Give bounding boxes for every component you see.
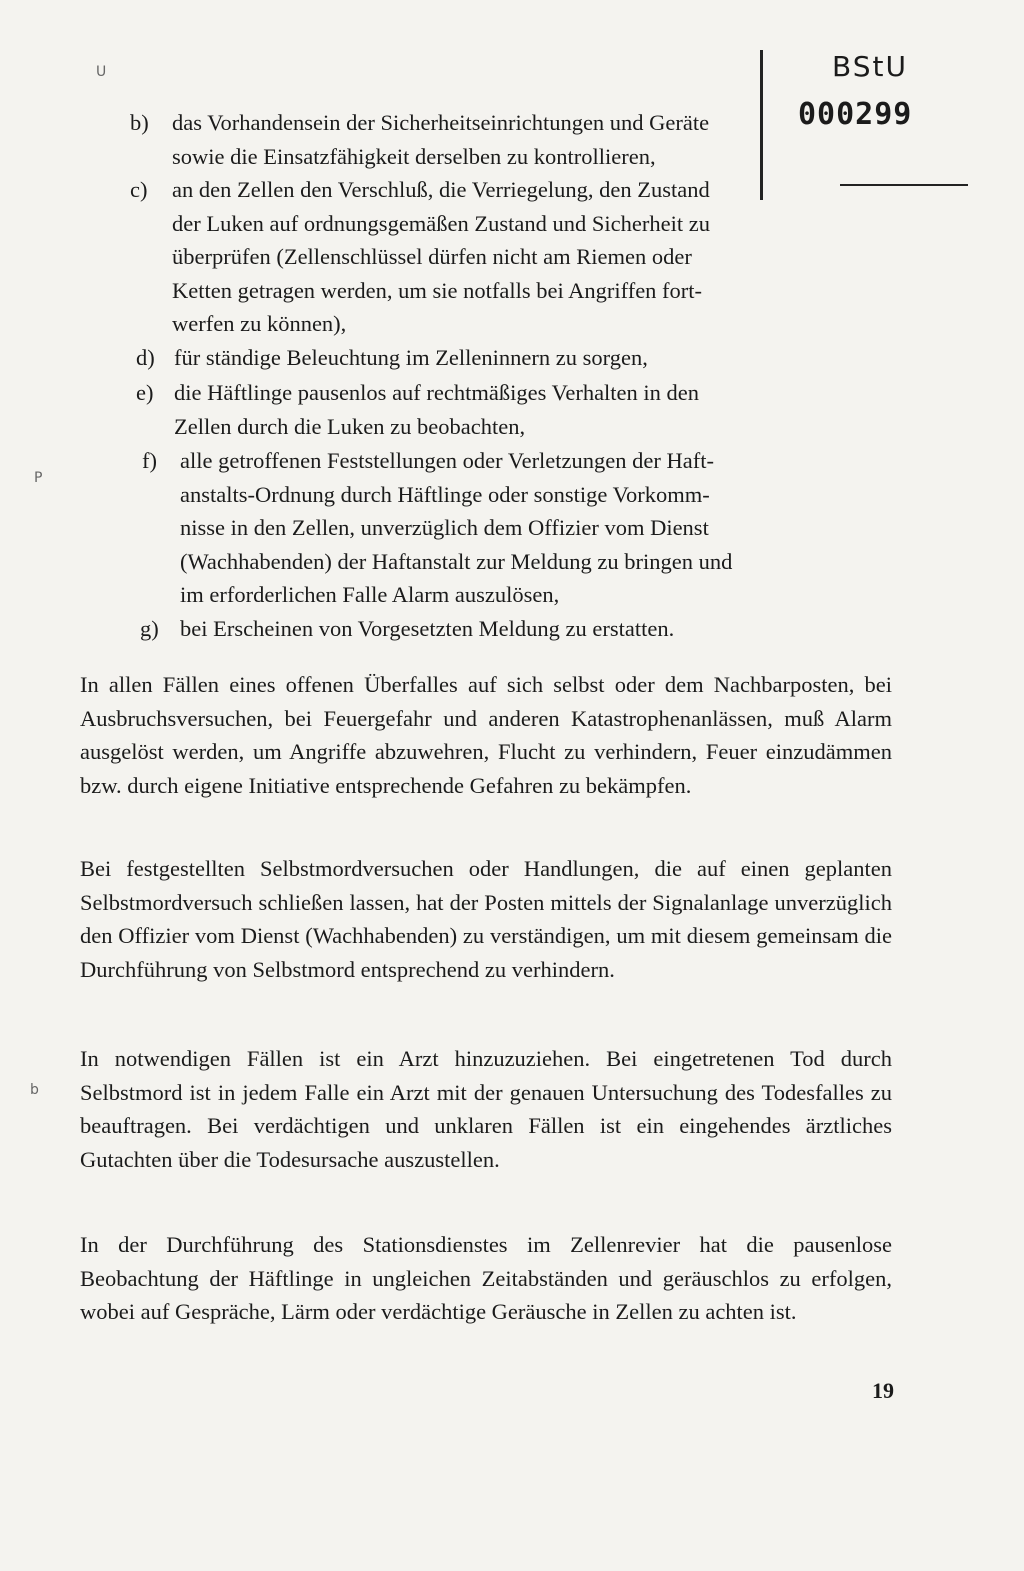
paragraph-2: Bei festgestellten Selbstmordversuchen oder Handlungen, die auf einen geplanten Selbstmordversuch schließen lassen, hat der Posten mittels der Signalanlage unverzüglich den Offizier vom Dienst (Wachhabenden) zu verständigen, um mit diesem gemeinsam die Durchführung von Selbstmord entsprechend zu verhindern.	[80, 856, 892, 982]
page-number: 19	[872, 1378, 894, 1403]
paragraph-3: In notwendigen Fällen ist ein Arzt hinzuzuziehen. Bei eingetretenen Tod durch Selbstmord ist in jedem Falle ein Arzt mit der genauen Untersuchung des Todesfalles zu beauftragen. Bei verdächtigen und unklaren Fällen ist ein eingehendes ärztliches Gutachten über die Todesursache auszustellen.	[80, 1046, 892, 1172]
archive-page-number: 000299	[798, 97, 913, 132]
margin-mark-left-1: P	[34, 470, 43, 486]
margin-mark-top: U	[96, 64, 107, 80]
margin-mark-left-2: b	[30, 1082, 39, 1098]
document-page: BStU 000299 U P b b) das Vorhandensein der Sicherheitseinrichtungen und Geräte sowie die Einsatzfähigkeit derselben zu kontrollieren, c) an den Zellen den Verschluß, die Verriegelung, den Zustand der Luken auf ordnungsgemäßen Zustand und Sicherheit zu überprüfen (Zellenschlüssel dürfen nicht am Riemen oder Ketten getragen werden, um sie notfalls bei Angriffen fort- werfen zu können), d) für ständige Beleuchtung im Zelleninnern zu sorgen, e) die Häftlinge pausenlos auf rechtmäßiges Verhalten in den Zellen durch die Luken zu beobachten, f) alle getroffenen Feststellungen oder Verletzungen der Haft- anstalts-Ordnung durch Häftlinge oder sonstige Vorkomm- nisse in den Zellen, unverzüglich dem Offizier vom Dienst (Wachhabenden) der Haftanstalt zur Meldung zu bringen und im erforderlichen Falle Alarm auszulösen, g) bei Erscheinen von Vorgesetzten Meldung zu erstatten. In allen Fällen eines offenen Überfalles auf sich selbst oder dem Nachbarposten, bei Ausbruchsversuchen, bei Feuergefahr und anderen Katastrophenanlässen, muß Alarm ausgelöst werden, um Angriffe abzuwehren, Flucht zu verhindern, Feuer einzudämmen bzw. durch eigene Initiative entsprechende Gefahren zu bekämpfen. Bei festgestellten Selbstmordversuchen oder Handlungen, die auf einen geplanten Selbstmordversuch schließen lassen, hat der Posten mittels der Signalanlage unverzüglich den Offizier vom Dienst (Wachhabenden) zu verständigen, um mit diesem gemeinsam die Durchführung von Selbstmord entsprechend zu verhindern. In notwendigen Fällen ist ein Arzt hinzuzuziehen. Bei eingetretenen Tod durch Selbstmord ist in jedem Falle ein Arzt mit der genauen Untersuchung des Todesfalles zu beauftragen. Bei verdächtigen und unklaren Fällen ist ein eingehendes ärztliches Gutachten über die Todesursache auszustellen. In der Durchführung des Stationsdienstes im Zellenrevier hat die pausenlose Beobachtung der Häftlinge in ungleichen Zeitabständen und geräuschlos zu erfolgen, wobei auf Gespräche, Lärm oder verdächtige Geräusche in Zellen zu achten ist. 19	[0, 0, 1024, 1571]
archive-stamp: BStU	[832, 50, 908, 83]
paragraph-4: In der Durchführung des Stationsdienstes im Zellenrevier hat die pausenlose Beobachtung der Häftlinge in ungleichen Zeitabständen und geräuschlos zu erfolgen, wobei auf Gespräche, Lärm oder verdächtige Geräusche in Zellen zu achten ist.	[80, 1232, 892, 1324]
paragraph-1: In allen Fällen eines offenen Überfalles auf sich selbst oder dem Nachbarposten, bei Ausbruchsversuchen, bei Feuergefahr und anderen Katastrophenanlässen, muß Alarm ausgelöst werden, um Angriffe abzuwehren, Flucht zu verhindern, Feuer einzudämmen bzw. durch eigene Initiative entsprechende Gefahren zu bekämpfen.	[80, 672, 892, 798]
